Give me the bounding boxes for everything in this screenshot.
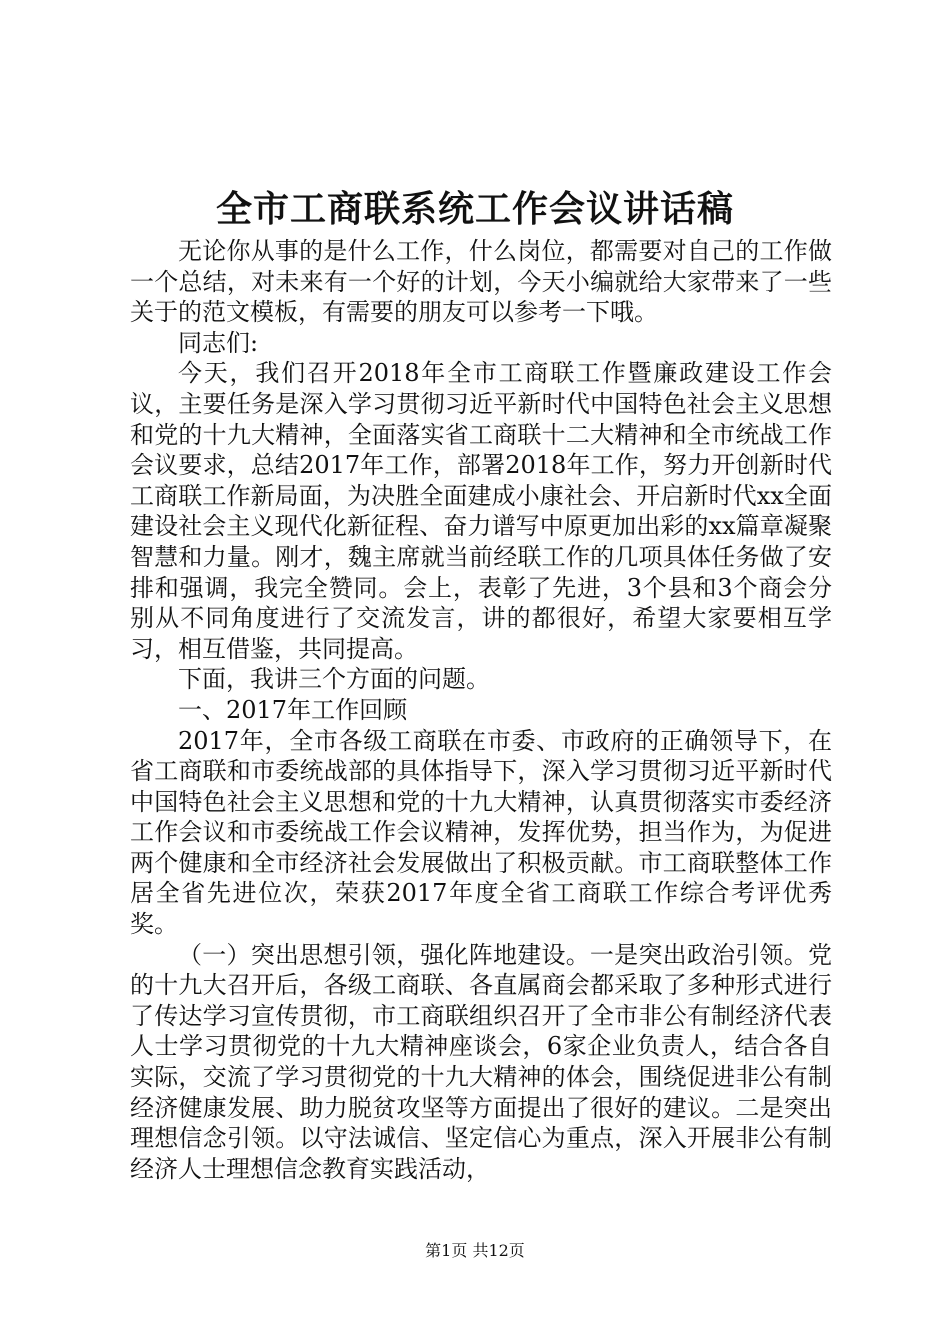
paragraph-outline: 下面，我讲三个方面的问题。	[178, 665, 490, 694]
paragraph-intro: 无论你从事的是什么工作，什么岗位，都需要对自己的工作做一个总结，对未来有一个好的计划，今天小编就给大家带来了一些关于的范文模板，有需要的朋友可以参考一下哦。	[130, 237, 832, 327]
paragraph-review: 2017年，全市各级工商联在市委、市政府的正确领导下，在省工商联和市委统战部的具体指导下，深入学习贯彻习近平新时代中国特色社会主义思想和党的十九大精神，认真贯彻落实市委经济工作会议和市委统战工作会议精神，发挥优势，担当作为，为促进两个健康和全市经济社会发展做出了积极贡献。市工商联整体工作居全省先进位次，荣获2017年度全省工商联工作综合考评优秀奖。	[130, 726, 832, 939]
document-title: 全市工商联系统工作会议讲话稿	[215, 188, 734, 230]
paragraph-salutation: 同志们:	[178, 328, 259, 357]
paragraph-opening: 今天，我们召开2018年全市工商联工作暨廉政建设工作会议，主要任务是深入学习贯彻习近平新时代中国特色社会主义思想和党的十九大精神，全面落实省工商联十二大精神和全市统战工作会议要求，总结2017年工作，部署2018年工作，努力开创新时代工商联工作新局面，为决胜全面建成小康社会、开启新时代xx全面建设社会主义现代化新征程、奋力谱写中原更加出彩的xx篇章凝聚智慧和力量。刚才，魏主席就当前经联工作的几项具体任务做了安排和强调，我完全赞同。会上，表彰了先进，3个县和3个商会分别从不同角度进行了交流发言，讲的都很好，希望大家要相互学习，相互借鉴，共同提高。	[130, 359, 832, 663]
document-body	[130, 236, 832, 1184]
section-heading: 一、2017年工作回顾	[178, 695, 408, 724]
page-footer: 第1页 共12页	[425, 1241, 525, 1260]
paragraph-subsection-one: （一）突出思想引领，强化阵地建设。一是突出政治引领。党的十九大召开后，各级工商联、各直属商会都采取了多种形式进行了传达学习宣传贯彻，市工商联组织召开了全市非公有制经济代表人士学习贯彻党的十九大精神座谈会，6家企业负责人，结合各自实际，交流了学习贯彻党的十九大精神的体会，围绕促进非公有制经济健康发展、助力脱贫攻坚等方面提出了很好的建议。二是突出理想信念引领。以守法诚信、坚定信心为重点，深入开展非公有制经济人士理想信念教育实践活动，	[130, 940, 832, 1183]
